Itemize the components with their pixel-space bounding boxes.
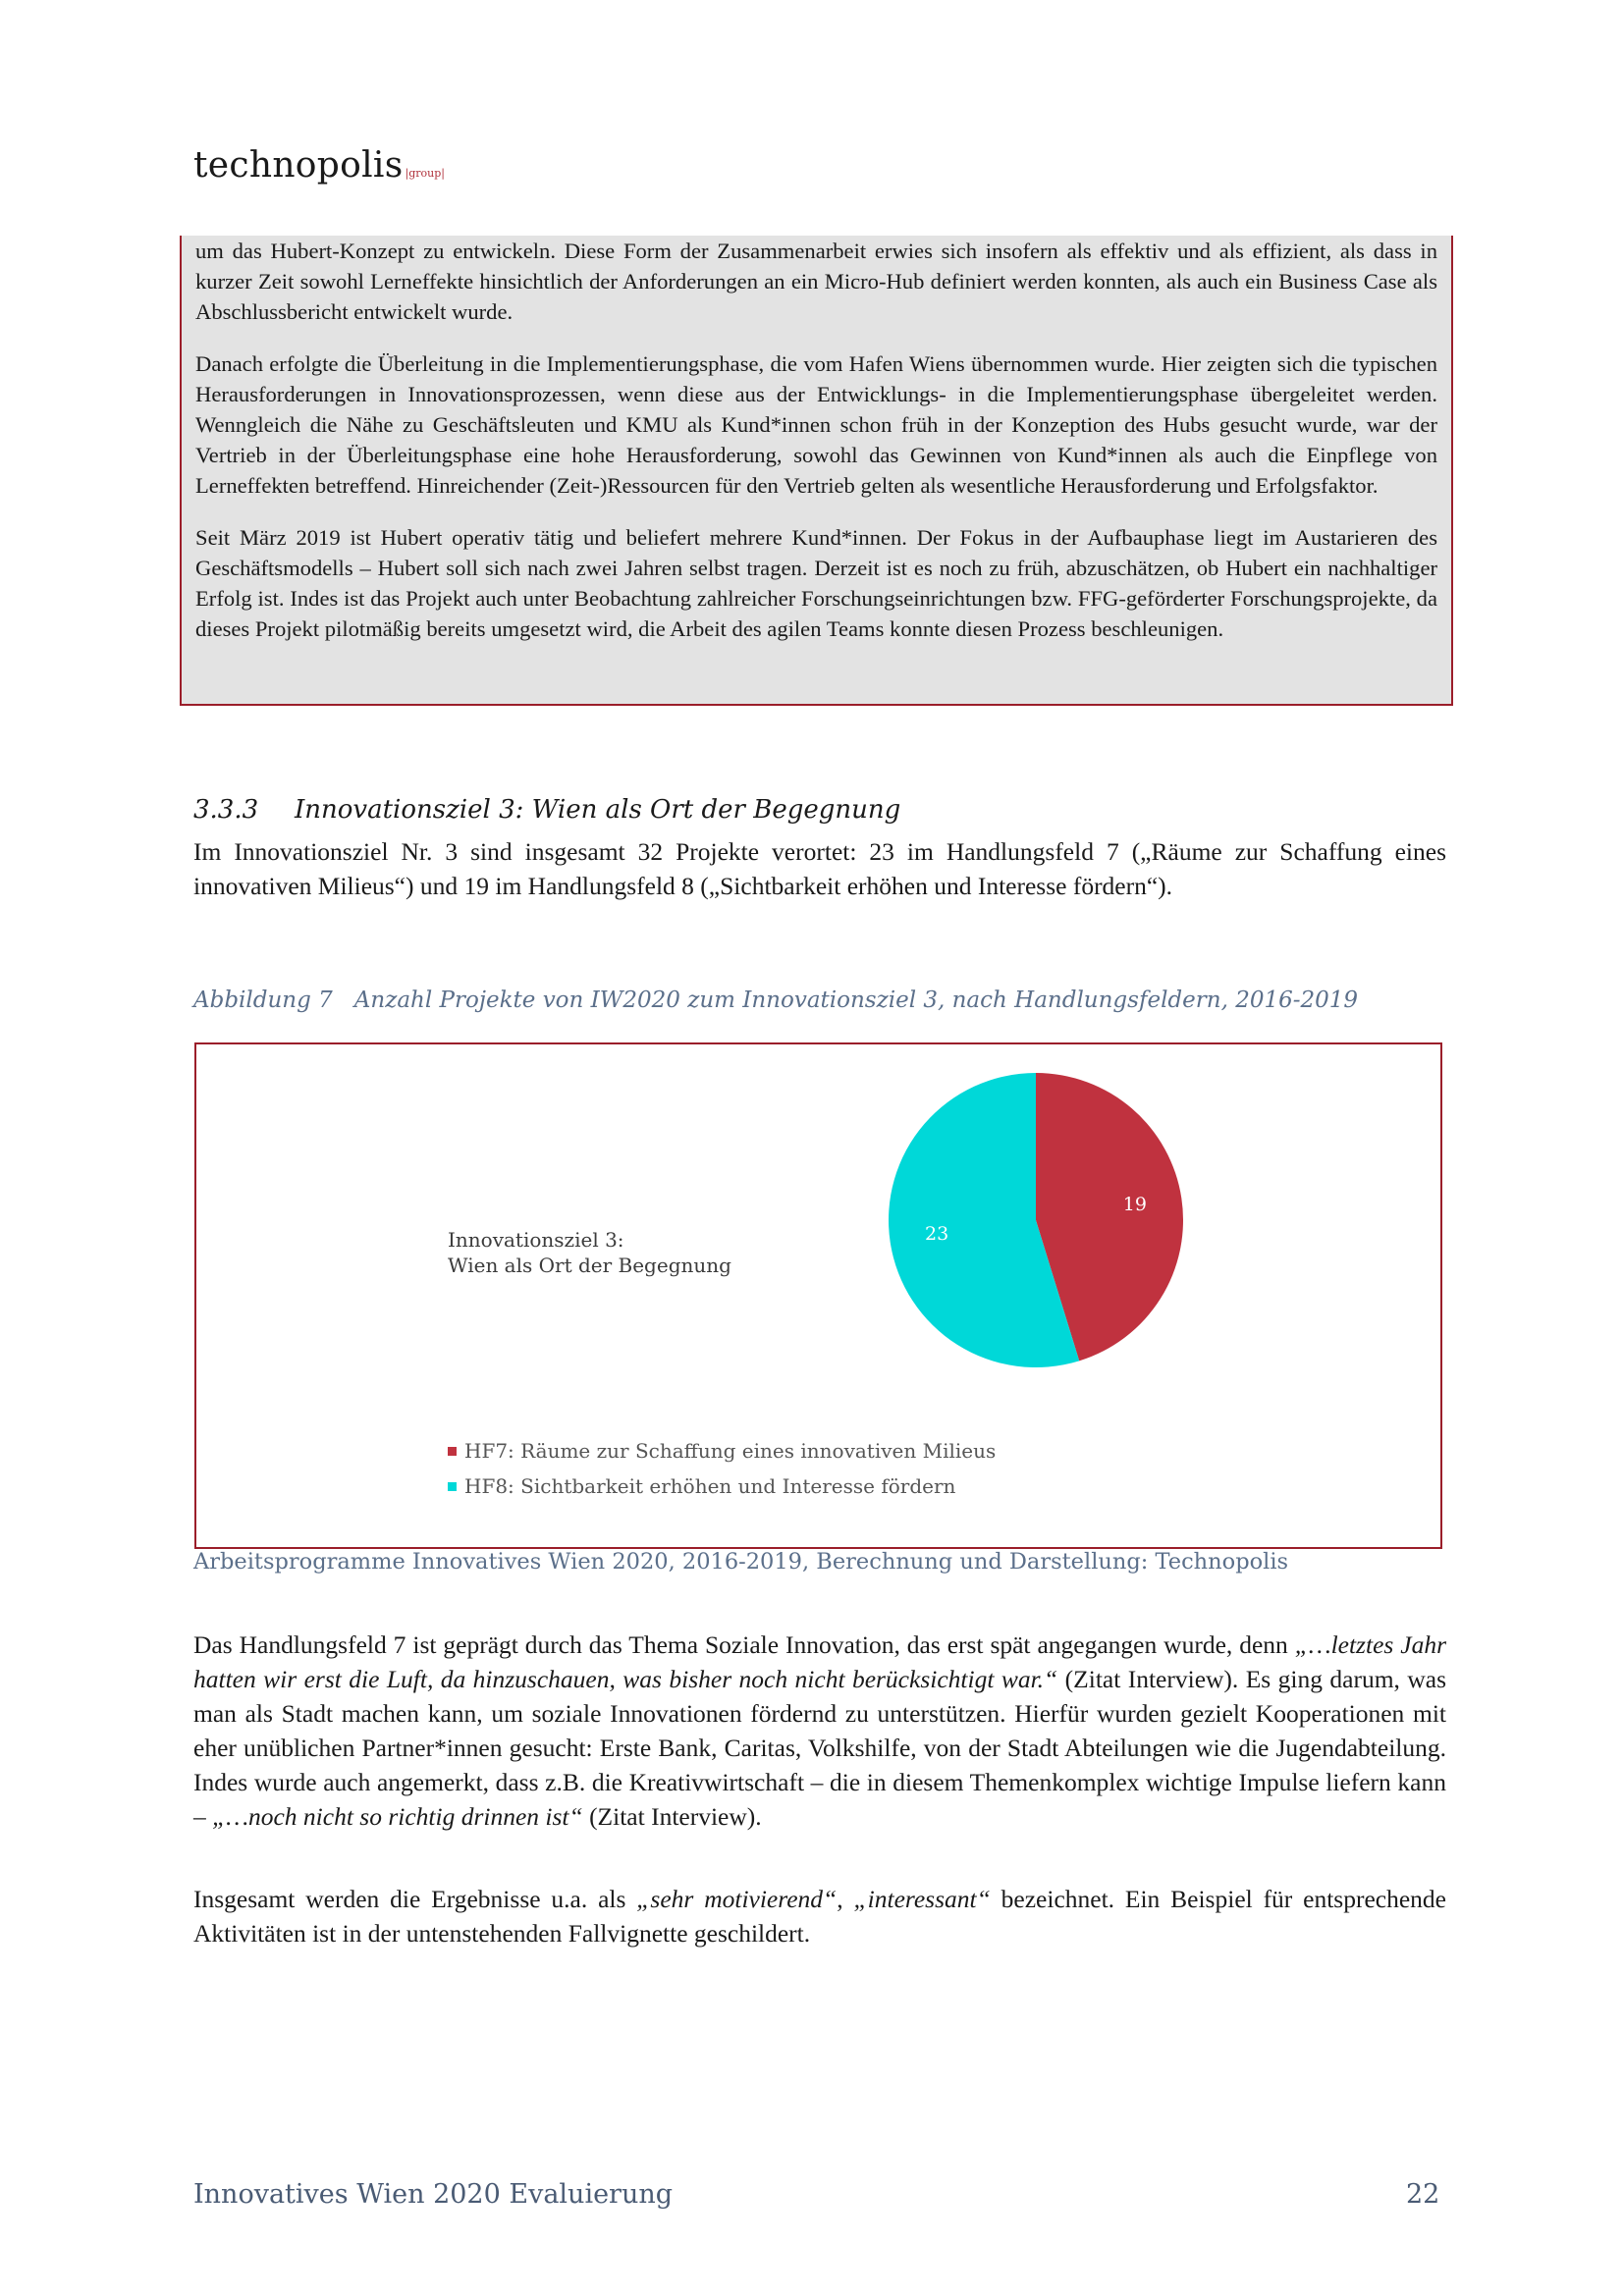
- chart-legend: [448, 1433, 996, 1504]
- case-paragraph-2: Danach erfolgte die Überleitung in die Implementierungsphase, die vom Hafen Wiens übernommen wurde. Hier zeigten sich die typischen Herausforderungen in Innovationsprozessen, wenn diese aus der Entwicklungs- in die Implementierungsphase übergeleitet werden. Wenngleich die Nähe zu Geschäftsleuten und KMU als Kund*innen schon früh in der Konzeption des Hubs gesucht wurde, war der Vertrieb in der Überleitungsphase eine hohe Herausforderung, sowohl das Gewinnen von Kund*innen als auch die Einpflege von Lerneffekten betreffend. Hinreichender (Zeit-)Ressourcen für den Vertrieb gelten als wesentliche Herausforderung und Erfolgsfaktor.: [195, 351, 1437, 498]
- chart-title: [448, 1227, 731, 1278]
- case-study-box: [180, 236, 1453, 706]
- section-number: 3.3.3: [193, 795, 259, 825]
- pie-chart-figure: [194, 1042, 1442, 1549]
- logo-wordmark: technopolis: [193, 145, 404, 186]
- figure-caption-text: Anzahl Projekte von IW2020 zum Innovationsziel 3, nach Handlungsfeldern, 2016-2019: [353, 988, 1359, 1013]
- para1-quote-1: „…letztes Jahr hatten wir erst die Luft, da hinzuschauen, was bisher noch nicht berücksichtigt war.“: [193, 1630, 1446, 1693]
- para1-text-3: (Zitat Interview).: [582, 1802, 762, 1831]
- section-heading: [193, 795, 900, 825]
- section-lead: Im Innovationsziel Nr. 3 sind insgesamt 32 Projekte verortet: 23 im Handlungsfeld 7 („Räume zur Schaffung eines innovativen Milieus“) und 19 im Handlungsfeld 8 („Sichtbarkeit erhöhen und Interesse fördern“).: [193, 837, 1446, 900]
- page-number: 22: [1406, 2179, 1440, 2210]
- pie-chart: [889, 1073, 1183, 1367]
- legend-item-1: [448, 1433, 996, 1468]
- case-paragraph-1: um das Hubert-Konzept zu entwickeln. Diese Form der Zusammenarbeit erwies sich insofern als effektiv und als effizient, als dass in kurzer Zeit sowohl Lerneffekte hinsichtlich der Anforderungen an ein Micro-Hub definiert werden konnten, als auch ein Business Case als Abschlussbericht entwickelt wurde.: [195, 239, 1437, 324]
- body-paragraph-1: [193, 1628, 1446, 1834]
- para1-text-1: Das Handlungsfeld 7 ist geprägt durch das Thema Soziale Innovation, das erst spät angegangen wurde, denn: [193, 1630, 1295, 1659]
- logo-group-tag: |group|: [405, 167, 445, 180]
- legend-label-2: HF8: Sichtbarkeit erhöhen und Interesse fördern: [464, 1474, 956, 1498]
- section-title: Innovationsziel 3: Wien als Ort der Begegnung: [295, 795, 901, 825]
- legend-item-2: [448, 1468, 996, 1504]
- pie-data-label-1: 19: [1122, 1193, 1147, 1215]
- footer-title: Innovatives Wien 2020 Evaluierung: [193, 2179, 674, 2210]
- para2-quote-1: „sehr motivierend“: [636, 1885, 838, 1913]
- figure-source: Arbeitsprogramme Innovatives Wien 2020, 2016-2019, Berechnung und Darstellung: Technopolis: [193, 1549, 1289, 1575]
- legend-label-1: HF7: Räume zur Schaffung eines innovativen Milieus: [464, 1439, 997, 1463]
- para2-text-1: Insgesamt werden die Ergebnisse u.a. als: [193, 1885, 637, 1913]
- figure-caption: [193, 988, 1358, 1013]
- para2-quote-2: „interessant“: [853, 1885, 991, 1913]
- technopolis-logo: [193, 145, 445, 186]
- chart-title-line-2: Wien als Ort der Begegnung: [448, 1254, 731, 1277]
- para2-text-3: bezeichnet. Ein Beispiel für entsprechende Aktivitäten ist in der untenstehenden Fallvignette geschildert.: [193, 1885, 1446, 1948]
- para1-text-2: (Zitat Interview). Es ging darum, was man als Stadt machen kann, um soziale Innovationen fördernd zu unterstützen. Hierfür wurden gezielt Kooperationen mit eher unüblichen Partner*innen gesucht: Erste Bank, Caritas, Volkshilfe, von der Stadt Abteilungen wie die Jugendabteilung. Indes wurde auch angemerkt, dass z.B. die Kreativwirtschaft – die in diesem Themenkomplex wichtige Impulse liefern kann –: [193, 1665, 1446, 1831]
- para1-quote-2: „…noch nicht so richtig drinnen ist“: [212, 1802, 583, 1831]
- pie-data-label-2: 23: [925, 1223, 949, 1246]
- legend-swatch-2: [448, 1482, 457, 1491]
- case-paragraph-3: Seit März 2019 ist Hubert operativ tätig und beliefert mehrere Kund*innen. Der Fokus in der Aufbauphase liegt im Austarieren des Geschäftsmodells – Hubert soll sich nach zwei Jahren selbst tragen. Derzeit ist es noch zu früh, abzuschätzen, ob Hubert ein nachhaltiger Erfolg ist. Indes ist das Projekt auch unter Beobachtung zahlreicher Forschungseinrichtungen bzw. FFG-geförderter Forschungsprojekte, da dieses Projekt pilotmäßig bereits umgesetzt wird, die Arbeit des agilen Teams konnte diesen Prozess beschleunigen.: [195, 525, 1437, 641]
- legend-swatch-1: [448, 1447, 457, 1456]
- figure-label: Abbildung 7: [193, 988, 333, 1013]
- chart-title-line-1: Innovationsziel 3:: [448, 1228, 624, 1252]
- body-paragraph-2: [193, 1882, 1446, 1950]
- para2-text-2: ,: [837, 1885, 854, 1913]
